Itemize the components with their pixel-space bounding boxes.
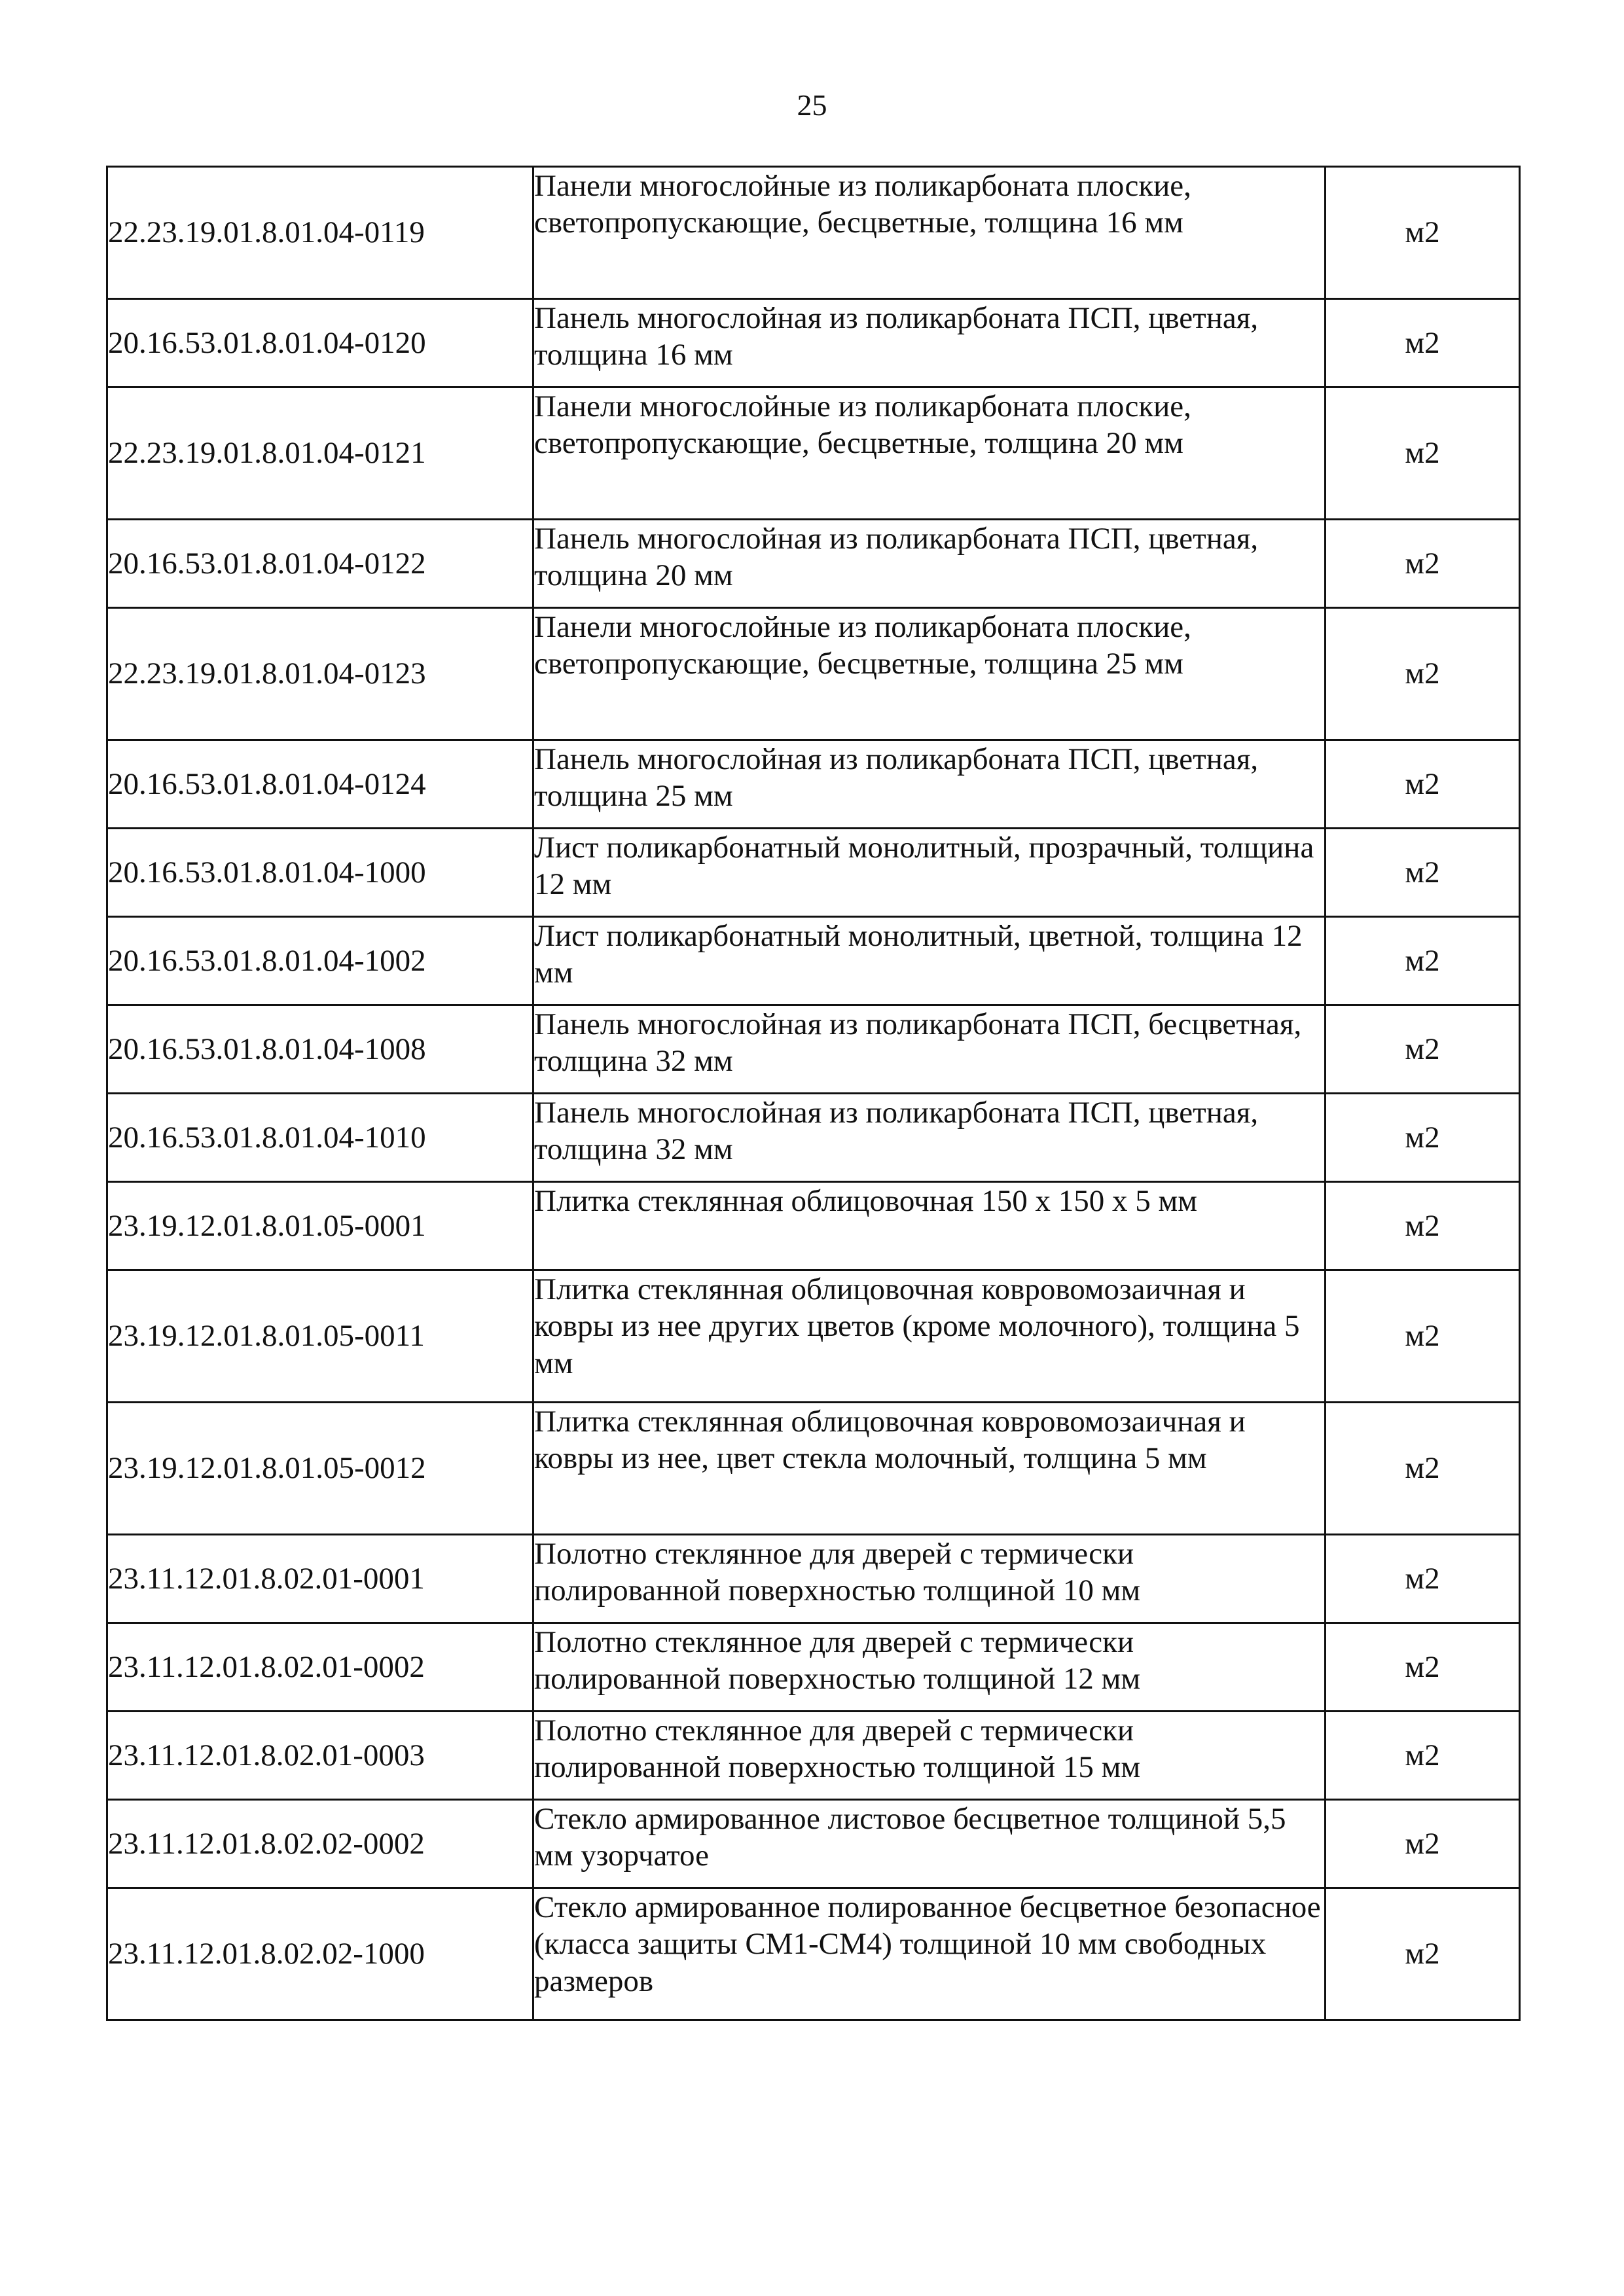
- material-unit: м2: [1326, 740, 1520, 829]
- material-code: 20.16.53.01.8.01.04-1000: [107, 829, 533, 917]
- material-unit: м2: [1326, 1888, 1520, 2020]
- material-name: Полотно стеклянное для дверей с термически полированной поверхностью толщиной 15 мм: [533, 1712, 1326, 1800]
- table-row: [107, 299, 1520, 387]
- material-unit: м2: [1326, 1094, 1520, 1182]
- material-code: 23.19.12.01.8.01.05-0012: [107, 1403, 533, 1535]
- page-number: 25: [797, 88, 827, 122]
- material-name: Панели многослойные из поликарбоната плоские, светопропускающие, бесцветные, толщина 20 мм: [533, 387, 1326, 520]
- material-unit: м2: [1326, 1712, 1520, 1800]
- material-code: 23.11.12.01.8.02.01-0002: [107, 1623, 533, 1712]
- material-name: Плитка стеклянная облицовочная 150 x 150 x 5 мм: [533, 1182, 1326, 1270]
- material-name: Лист поликарбонатный монолитный, цветной, толщина 12 мм: [533, 917, 1326, 1005]
- material-unit: м2: [1326, 917, 1520, 1005]
- material-unit: м2: [1326, 1182, 1520, 1270]
- table-row: [107, 740, 1520, 829]
- table-row: [107, 1270, 1520, 1403]
- material-name: Панель многослойная из поликарбоната ПСП, цветная, толщина 25 мм: [533, 740, 1326, 829]
- material-name: Панель многослойная из поликарбоната ПСП, цветная, толщина 32 мм: [533, 1094, 1326, 1182]
- material-name: Лист поликарбонатный монолитный, прозрачный, толщина 12 мм: [533, 829, 1326, 917]
- material-name: Плитка стеклянная облицовочная ковровомозаичная и ковры из нее, цвет стекла молочный, толщина 5 мм: [533, 1403, 1326, 1535]
- material-code: 23.11.12.01.8.02.02-1000: [107, 1888, 533, 2020]
- table-row: [107, 1005, 1520, 1094]
- material-name: Панель многослойная из поликарбоната ПСП, бесцветная, толщина 32 мм: [533, 1005, 1326, 1094]
- material-code: 23.11.12.01.8.02.01-0003: [107, 1712, 533, 1800]
- table-row: [107, 1535, 1520, 1623]
- material-code: 23.11.12.01.8.02.01-0001: [107, 1535, 533, 1623]
- material-code: 20.16.53.01.8.01.04-0122: [107, 520, 533, 608]
- material-name: Панель многослойная из поликарбоната ПСП, цветная, толщина 16 мм: [533, 299, 1326, 387]
- table-row: [107, 608, 1520, 740]
- material-name: Плитка стеклянная облицовочная ковровомозаичная и ковры из нее других цветов (кроме молочного), толщина 5 мм: [533, 1270, 1326, 1403]
- table-row: [107, 387, 1520, 520]
- material-code: 20.16.53.01.8.01.04-1002: [107, 917, 533, 1005]
- material-unit: м2: [1326, 520, 1520, 608]
- material-unit: м2: [1326, 829, 1520, 917]
- material-name: Полотно стеклянное для дверей с термически полированной поверхностью толщиной 12 мм: [533, 1623, 1326, 1712]
- table-row: [107, 829, 1520, 917]
- material-code: 20.16.53.01.8.01.04-1010: [107, 1094, 533, 1182]
- table-row: [107, 167, 1520, 299]
- material-unit: м2: [1326, 1800, 1520, 1888]
- material-name: Полотно стеклянное для дверей с термически полированной поверхностью толщиной 10 мм: [533, 1535, 1326, 1623]
- material-name: Панель многослойная из поликарбоната ПСП, цветная, толщина 20 мм: [533, 520, 1326, 608]
- material-unit: м2: [1326, 1403, 1520, 1535]
- material-code: 20.16.53.01.8.01.04-0124: [107, 740, 533, 829]
- material-unit: м2: [1326, 167, 1520, 299]
- table-row: [107, 1403, 1520, 1535]
- material-code: 20.16.53.01.8.01.04-1008: [107, 1005, 533, 1094]
- table-row: [107, 1800, 1520, 1888]
- material-unit: м2: [1326, 1270, 1520, 1403]
- material-name: Стекло армированное полированное бесцветное безопасное (класса защиты СМ1-СМ4) толщиной 10 мм свободных размеров: [533, 1888, 1326, 2020]
- table-row: [107, 1182, 1520, 1270]
- material-code: 23.19.12.01.8.01.05-0001: [107, 1182, 533, 1270]
- table-row: [107, 1623, 1520, 1712]
- material-unit: м2: [1326, 1623, 1520, 1712]
- material-code: 20.16.53.01.8.01.04-0120: [107, 299, 533, 387]
- material-unit: м2: [1326, 1535, 1520, 1623]
- material-code: 22.23.19.01.8.01.04-0119: [107, 167, 533, 299]
- table-row: [107, 1888, 1520, 2020]
- material-unit: м2: [1326, 387, 1520, 520]
- material-code: 22.23.19.01.8.01.04-0121: [107, 387, 533, 520]
- material-name: Панели многослойные из поликарбоната плоские, светопропускающие, бесцветные, толщина 16 мм: [533, 167, 1326, 299]
- material-unit: м2: [1326, 299, 1520, 387]
- material-unit: м2: [1326, 608, 1520, 740]
- materials-table: [106, 166, 1521, 2021]
- material-unit: м2: [1326, 1005, 1520, 1094]
- table-row: [107, 1094, 1520, 1182]
- material-code: 22.23.19.01.8.01.04-0123: [107, 608, 533, 740]
- material-code: 23.19.12.01.8.01.05-0011: [107, 1270, 533, 1403]
- table-row: [107, 520, 1520, 608]
- material-code: 23.11.12.01.8.02.02-0002: [107, 1800, 533, 1888]
- material-name: Панели многослойные из поликарбоната плоские, светопропускающие, бесцветные, толщина 25 мм: [533, 608, 1326, 740]
- table-row: [107, 1712, 1520, 1800]
- table-row: [107, 917, 1520, 1005]
- material-name: Стекло армированное листовое бесцветное толщиной 5,5 мм узорчатое: [533, 1800, 1326, 1888]
